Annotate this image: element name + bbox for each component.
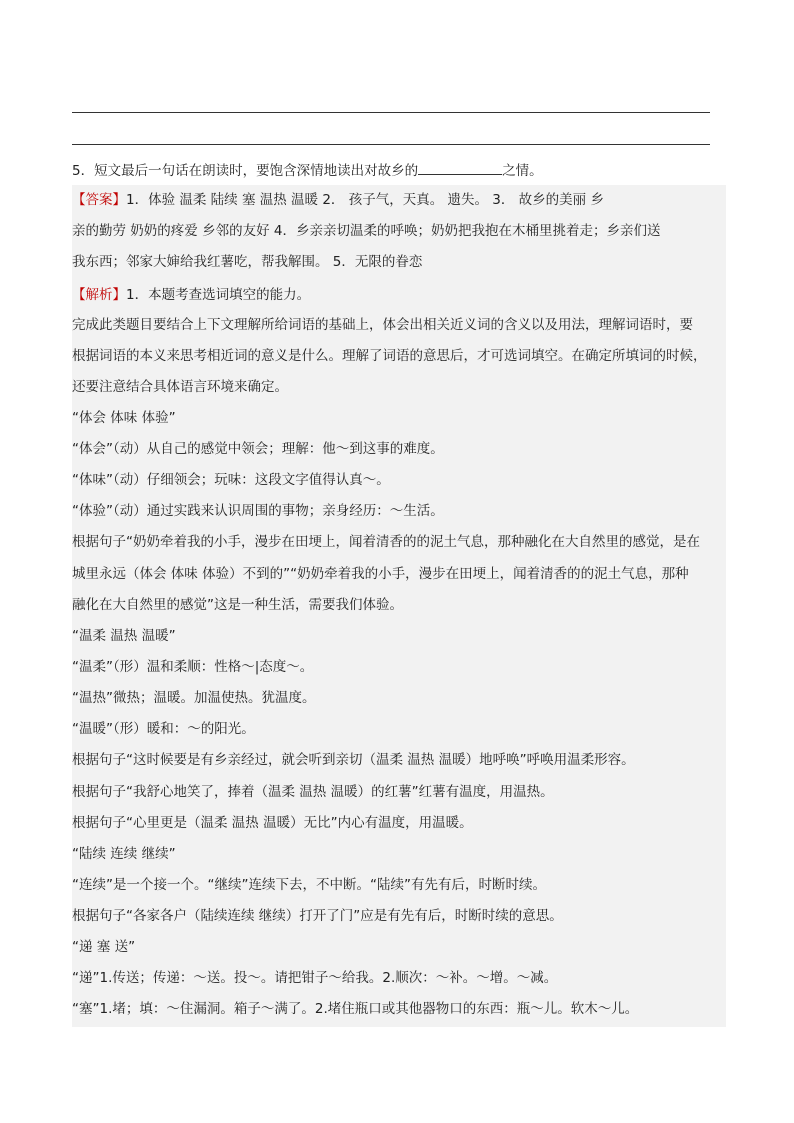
analysis-line: 根据句子“这时候要是有乡亲经过，就会听到亲切（温柔 温热 温暖）地呼唤”呼唤用温柔形容。 bbox=[72, 752, 635, 768]
question-5-prefix: 5．短文最后一句话在朗读时，要饱含深情地读出对故乡的 bbox=[72, 163, 419, 179]
question-5-suffix: 之情。 bbox=[502, 163, 543, 179]
analysis-line: “塞”1.堵；填：～住漏洞。箱子～满了。2.堵住瓶口或其他器物口的东西：瓶～儿。软木～儿。 bbox=[72, 1001, 639, 1017]
answer-tag: 【答案】 bbox=[72, 192, 126, 208]
answer-line bbox=[72, 190, 604, 210]
analysis-intro: 1．本题考查选词填空的能力。 bbox=[126, 287, 311, 303]
analysis-line: “连续”是一个接一个。“继续”连续下去，不中断。“陆续”有先有后，时断时续。 bbox=[72, 877, 546, 893]
answer-line: 亲的勤劳 奶奶的疼爱 乡邻的友好 4．乡亲亲切温柔的呼唤；奶奶把我抱在木桶里挑着走；乡亲们送 bbox=[72, 223, 661, 239]
analysis-line: “体味”（动）仔细领会；玩味：这段文字值得认真～。 bbox=[72, 472, 390, 488]
analysis-line: “体会”（动）从自己的感觉中领会；理解：他～到这事的难度。 bbox=[72, 441, 444, 457]
question-5 bbox=[72, 160, 543, 181]
fill-blank bbox=[418, 160, 502, 175]
answer-line-2 bbox=[72, 144, 710, 145]
answer-text: 1．体验 温柔 陆续 塞 温热 温暖 2． 孩子气，天真。 遗失。 3． 故乡的美丽 乡 bbox=[126, 192, 604, 208]
answer-line-1 bbox=[72, 112, 710, 113]
analysis-line: 根据句子“奶奶牵着我的小手，漫步在田埂上，闻着清香的的泥土气息，那种融化在大自然里的感觉，是在 bbox=[72, 534, 700, 550]
analysis-line: 根据句子“心里更是（温柔 温热 温暖）无比”内心有温度，用温暖。 bbox=[72, 815, 473, 831]
analysis-line: “温柔 温热 温暖” bbox=[72, 628, 176, 644]
analysis-line: “温柔”（形）温和柔顺：性格～|态度～。 bbox=[72, 659, 314, 675]
analysis-line: 根据句子“我舒心地笑了，捧着（温柔 温热 温暖）的红薯”红薯有温度，用温热。 bbox=[72, 784, 554, 800]
analysis-line: “温热”微热；温暖。加温使热。犹温度。 bbox=[72, 690, 316, 706]
analysis-line: 融化在大自然里的感觉”这是一种生活，需要我们体验。 bbox=[72, 597, 403, 613]
analysis-line: “递 塞 送” bbox=[72, 939, 136, 955]
analysis-line: 完成此类题目要结合上下文理解所给词语的基础上，体会出相关近义词的含义以及用法，理解词语时，要 bbox=[72, 317, 693, 333]
analysis-line: 城里永远（体会 体味 体验）不到的”“奶奶牵着我的小手，漫步在田埂上，闻着清香的的泥土气息，那种 bbox=[72, 566, 689, 582]
analysis-line: “体会 体味 体验” bbox=[72, 410, 176, 426]
analysis-line: “陆续 连续 继续” bbox=[72, 846, 176, 862]
analysis-line: 还要注意结合具体语言环境来确定。 bbox=[72, 379, 288, 395]
answer-line: 我东西；邻家大婶给我红薯吃，帮我解围。 5．无限的眷恋 bbox=[72, 254, 423, 270]
analysis-line: 根据词语的本义来思考相近词的意义是什么。理解了词语的意思后，才可选词填空。在确定所填词的时候， bbox=[72, 348, 707, 364]
analysis-line: 根据句子“各家各户（陆续连续 继续）打开了门”应是有先有后，时断时续的意思。 bbox=[72, 908, 563, 924]
analysis-line: “体验”（动）通过实践来认识周围的事物；亲身经历：～生活。 bbox=[72, 503, 444, 519]
analysis-line: “递”1.传送；传递：～送。投～。请把钳子～给我。2.顺次：～补。～增。～减。 bbox=[72, 970, 558, 986]
analysis-line bbox=[72, 285, 310, 305]
analysis-tag: 【解析】 bbox=[72, 287, 126, 303]
analysis-line: “温暖”（形）暖和：～的阳光。 bbox=[72, 721, 255, 737]
